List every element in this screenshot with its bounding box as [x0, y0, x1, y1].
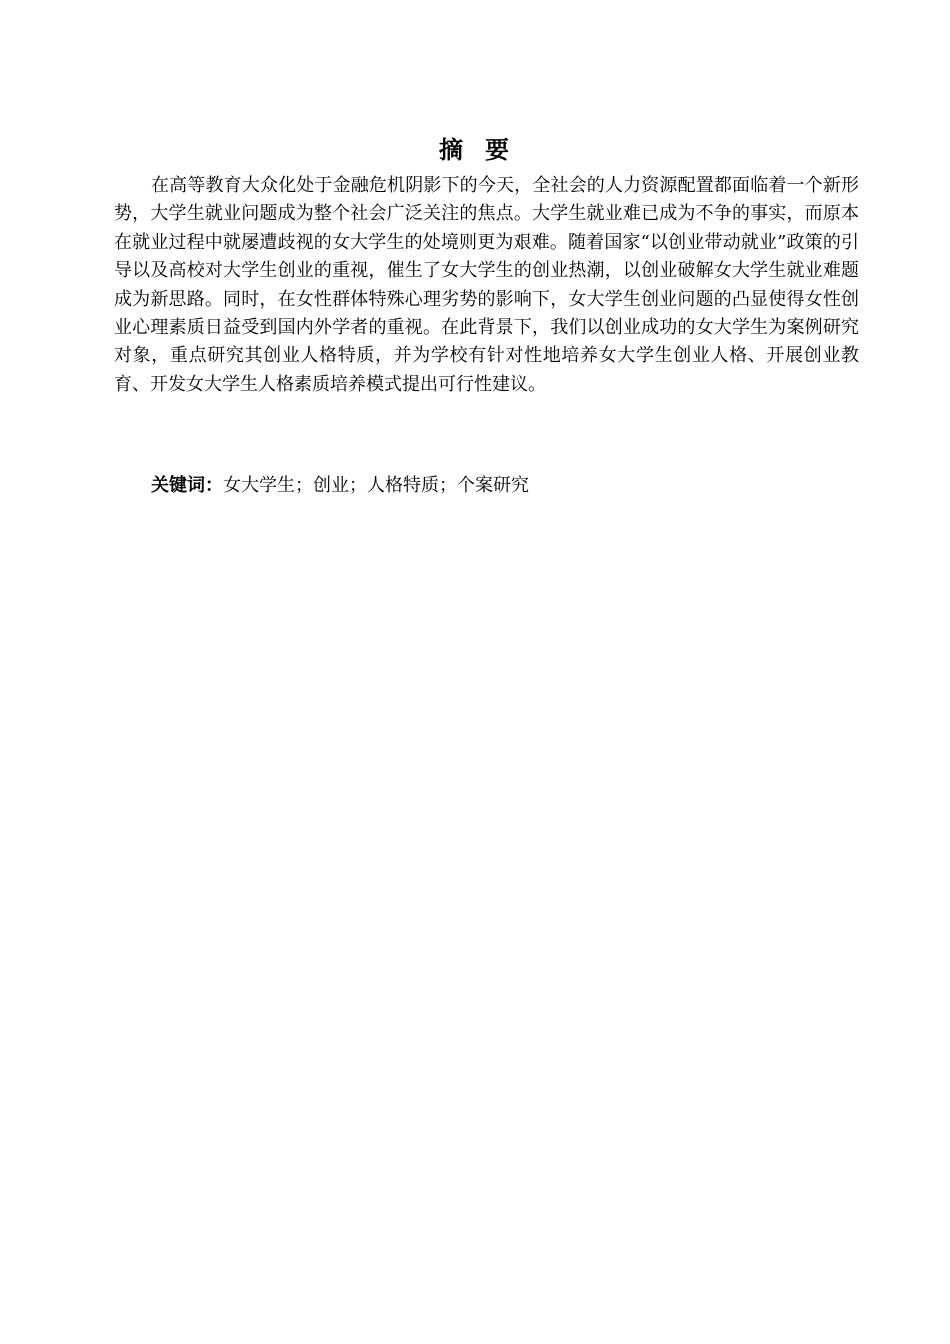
page-title: 摘要 — [439, 136, 531, 164]
keywords-text: 女大学生；创业；人格特质；个案研究 — [223, 475, 529, 496]
abstract-paragraph: 在高等教育大众化处于金融危机阴影下的今天，全社会的人力资源配置都面临着一个新形势，大学生就业问题成为整个社会广泛关注的焦点。大学生就业难已成为不争的事实，而原本在就业过程中就屡遭歧视的女大学生的处境则更为艰难。随着国家“以创业带动就业”政策的引导以及高校对大学生创业的重视，催生了女大学生的创业热潮，以创业破解女大学生就业难题成为新思路。同时，在女性群体特殊心理劣势的影响下，女大学生创业问题的凸显使得女性创业心理素质日益受到国内外学者的重视。在此背景下，我们以创业成功的女大学生为案例研究对象，重点研究其创业人格特质，并为学校有针对性地培养女大学生创业人格、开展创业教育、开发女大学生人格素质培养模式提出可行性建议。 — [114, 175, 859, 395]
keywords-line — [151, 472, 851, 500]
keywords-label: 关键词： — [151, 475, 223, 496]
